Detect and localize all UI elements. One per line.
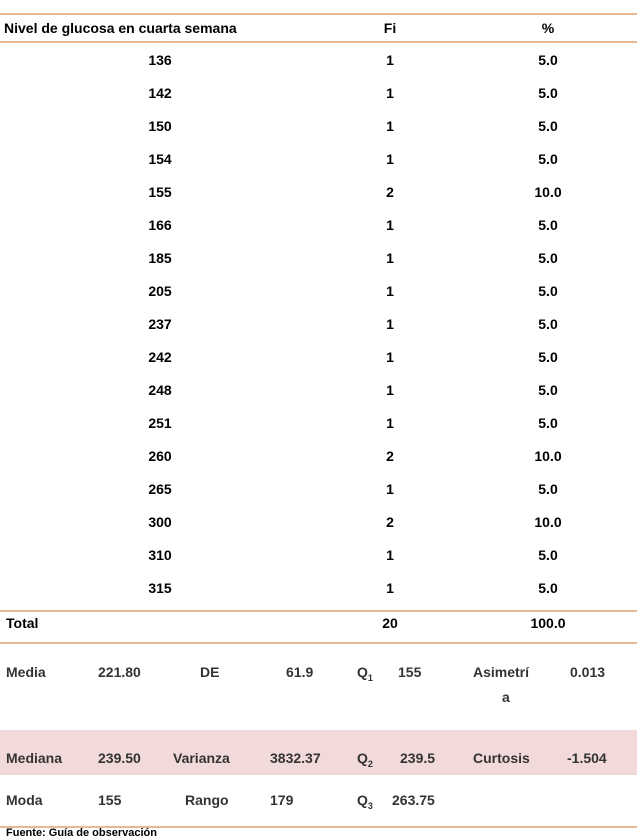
varianza-value: 3832.37 [270, 750, 321, 766]
table-row [0, 77, 637, 110]
glucose-value-cell: 185 [148, 250, 172, 266]
table-row [0, 374, 637, 407]
header-fi: Fi [383, 20, 397, 36]
table-row [0, 341, 637, 374]
table-row [0, 506, 637, 539]
de-value: 61.9 [286, 664, 314, 680]
moda-value: 155 [98, 792, 122, 808]
glucose-value-cell: 310 [148, 547, 172, 563]
fi-cell: 2 [386, 448, 394, 464]
table-row [0, 110, 637, 143]
fi-cell: 2 [386, 514, 394, 530]
glucose-value-cell: 251 [148, 415, 172, 431]
percent-cell: 5.0 [538, 349, 558, 365]
glucose-value-cell: 248 [148, 382, 172, 398]
total-row [0, 612, 637, 642]
glucose-value-cell: 205 [148, 283, 172, 299]
asimetria-label-b: a [502, 689, 510, 705]
header-percent: % [541, 20, 555, 36]
percent-cell: 5.0 [538, 382, 558, 398]
table-row [0, 440, 637, 473]
total-label: Total [6, 615, 39, 631]
curtosis-label: Curtosis [473, 750, 530, 766]
table-row [0, 308, 637, 341]
source-note: Fuente: Guía de observación [6, 827, 157, 839]
curtosis-value: -1.504 [567, 750, 607, 766]
glucose-value-cell: 155 [148, 184, 172, 200]
asimetria-value: 0.013 [570, 664, 606, 680]
glucose-value-cell: 136 [148, 52, 172, 68]
percent-cell: 5.0 [538, 283, 558, 299]
percent-cell: 10.0 [534, 448, 562, 464]
table-row [0, 539, 637, 572]
table-top-rule [0, 13, 637, 15]
fi-cell: 1 [386, 349, 394, 365]
table-row [0, 44, 637, 77]
fi-cell: 1 [386, 415, 394, 431]
percent-cell: 10.0 [534, 514, 562, 530]
moda-label: Moda [6, 792, 43, 808]
table-row [0, 407, 637, 440]
glucose-value-cell: 150 [148, 118, 172, 134]
table-row [0, 209, 637, 242]
q1-value: 155 [398, 664, 422, 680]
q2-label: $Q_2$ [357, 750, 373, 769]
fi-cell: 1 [386, 151, 394, 167]
table-row [0, 275, 637, 308]
percent-cell: 5.0 [538, 52, 558, 68]
glucose-value-cell: 242 [148, 349, 172, 365]
media-label: Media [6, 664, 46, 680]
q2-value: 239.5 [400, 750, 436, 766]
header-glucose-level: Nivel de glucosa en cuarta semana [4, 20, 237, 36]
rango-value: 179 [270, 792, 294, 808]
glucose-value-cell: 300 [148, 514, 172, 530]
percent-cell: 5.0 [538, 547, 558, 563]
fi-cell: 1 [386, 52, 394, 68]
table-row [0, 242, 637, 275]
percent-cell: 5.0 [538, 316, 558, 332]
glucose-value-cell: 315 [148, 580, 172, 596]
fi-cell: 1 [386, 250, 394, 266]
mediana-value: 239.50 [98, 750, 141, 766]
glucose-value-cell: 260 [148, 448, 172, 464]
table-row [0, 572, 637, 605]
total-fi: 20 [382, 615, 398, 631]
table-row [0, 176, 637, 209]
percent-cell: 5.0 [538, 217, 558, 233]
table-row [0, 143, 637, 176]
fi-cell: 1 [386, 85, 394, 101]
percent-cell: 5.0 [538, 580, 558, 596]
fi-cell: 1 [386, 382, 394, 398]
q1-label: $Q_1$ [357, 664, 373, 683]
mediana-label: Mediana [6, 750, 63, 766]
percent-cell: 5.0 [538, 151, 558, 167]
header-rule [0, 41, 637, 43]
percent-cell: 5.0 [538, 85, 558, 101]
stats-row-1 [0, 644, 637, 716]
glucose-value-cell: 237 [148, 316, 172, 332]
fi-cell: 1 [386, 283, 394, 299]
stats-row-2 [0, 730, 637, 775]
fi-cell: 2 [386, 184, 394, 200]
percent-cell: 5.0 [538, 415, 558, 431]
q3-label: $Q_3$ [357, 792, 373, 811]
stats-row-3 [0, 786, 637, 824]
glucose-value-cell: 154 [148, 151, 172, 167]
fi-cell: 1 [386, 481, 394, 497]
total-percent: 100.0 [530, 615, 566, 631]
percent-cell: 5.0 [538, 481, 558, 497]
table-row [0, 473, 637, 506]
fi-cell: 1 [386, 580, 394, 596]
percent-cell: 5.0 [538, 250, 558, 266]
fi-cell: 1 [386, 316, 394, 332]
percent-cell: 5.0 [538, 118, 558, 134]
glucose-value-cell: 142 [148, 85, 172, 101]
asimetria-label-a: Asimetrí [473, 664, 530, 680]
de-label: DE [200, 664, 220, 680]
fi-cell: 1 [386, 547, 394, 563]
glucose-value-cell: 265 [148, 481, 172, 497]
varianza-label: Varianza [173, 750, 230, 766]
glucose-value-cell: 166 [148, 217, 172, 233]
rango-label: Rango [185, 792, 229, 808]
q3-value: 263.75 [392, 792, 435, 808]
media-value: 221.80 [98, 664, 141, 680]
fi-cell: 1 [386, 118, 394, 134]
fi-cell: 1 [386, 217, 394, 233]
percent-cell: 10.0 [534, 184, 562, 200]
